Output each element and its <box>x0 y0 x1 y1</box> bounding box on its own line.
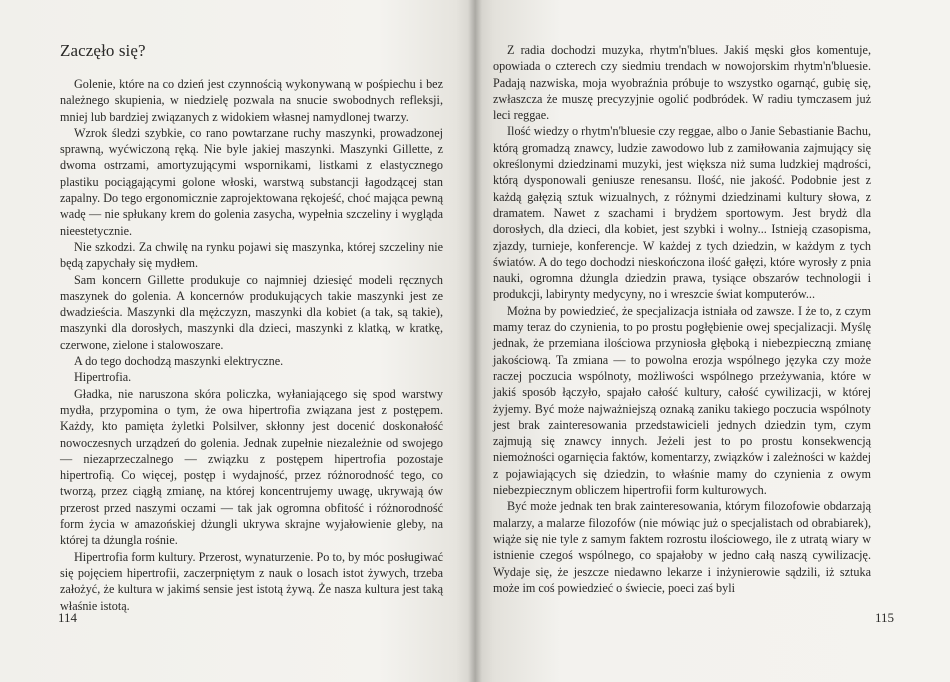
page-number-left: 114 <box>58 610 78 625</box>
right-text-block <box>493 42 871 596</box>
paragraph: Wzrok śledzi szybkie, co rano powtarzane ruchy maszynki, prowadzonej sprawną, wyćwiczoną ręką. Nie byle jakiej maszynki. Maszynki Gillette, z dwoma ostrzami, amortyzującymi wspornikami, listkami z elastycznego plastiku pociągającymi golone włoski, warstwą substancji łagodzącej stan zapalny. Do tego ergonomicznie zaprojektowana rękojeść, choć mająca pewną wadę — nie spłukany krem do golenia zasycha, wypełnia szczeliny i wygląda nieestetycznie. <box>60 125 443 238</box>
paragraph: Nie szkodzi. Za chwilę na rynku pojawi się maszynka, której szczeliny nie będą zapychały się mydłem. <box>60 239 443 271</box>
paragraph: Być może jednak ten brak zainteresowania, którym filozofowie obdarzają malarzy, a malarze filozofów (nie mówiąc już o specjalistach od obrabiarek), wiąże się nie tyle z samym faktem rozrostu ilościowego, ile z utratą wiary w istnienie czegoś wspólnego, co spajałoby w jedno całą naszą cywilizację. Wydaje się, że jeszcze niedawno lekarze i inżynierowie sądzili, iż sztuka może im coś powiedzieć o świecie, poeci zaś byli <box>493 499 871 595</box>
paragraph: Golenie, które na co dzień jest czynnością wykonywaną w pośpiechu i bez należnego skupienia, w niedzielę pozwala na snucie swobodnych refleksji, mniej lub bardziej związanych z widokiem własnej namydlonej twarzy. <box>60 77 443 124</box>
right-page <box>475 0 950 682</box>
paragraph: Hipertrofia. <box>74 370 132 385</box>
paragraph: A do tego dochodzą maszynki elektryczne. <box>74 354 284 369</box>
paragraph: Sam koncern Gillette produkuje co najmniej dziesięć modeli ręcznych maszynek do golenia. A koncernów produkujących takie maszynki jest ze dwadzieścia. Maszynki dla mężczyzn, maszynki dla kobiet (a tak, są takie), maszynki dla dorosłych, maszynki dla dzieci, maszynki z klatką, w kratkę, czerwone, zielone i stalowoszare. <box>60 272 443 352</box>
paragraph: Gładka, nie naruszona skóra policzka, wyłaniającego się spod warstwy mydła, przypomina o tym, że owa hipertrofia związana jest z postępem. Każdy, kto pamięta żyletki Polsilver, skłonny jest docenić doskonałość nowoczesnych urządzeń do golenia. Jednak zupełnie niezależnie od swojego — niezaprzeczalnego — związku z postępem hipertrofia pozostaje hipertrofią. Co więcej, postęp i wydajność, przez różnorodność tego, co tworzą, przez ciągłą zmianę, na której koncentrujemy uwagę, ukrywają ów przerost przed naszymi oczami — tak jak ogromna obfitość i różnorodność form życia w amazońskiej dżungli ukrywa skrajne wyjałowienie gleby, na której ta dżungla rośnie. <box>60 386 443 548</box>
paragraph: Z radia dochodzi muzyka, rhytm'n'blues. Jakiś męski głos komentuje, opowiada o czterech czy siedmiu trendach w nowojorskim rhytm'n'bluesie. Padają nazwiska, moja wyobraźnia próbuje to wszystko ogarnąć, gubię się, zwłaszcza że muszę precyzyjnie ogolić podbródek. W radiu tymczasem już leci reggae. <box>493 43 871 123</box>
left-text-block <box>60 40 443 614</box>
paragraph: Hipertrofia form kultury. Przerost, wynaturzenie. Po to, by móc posługiwać się pojęciem hipertrofii, zaczerpniętym z nauk o losach istot żywych, trzeba założyć, że kultura w jakimś sensie jest istotą żywą. Że nasza kultura jest taką właśnie istotą. <box>60 549 443 613</box>
page-number-right: 115 <box>874 610 894 625</box>
paragraph: Ilość wiedzy o rhytm'n'bluesie czy reggae, albo o Janie Sebastianie Bachu, którą gromadzą znawcy, ludzie zawodowo lub z zamiłowania zajmujący się określonymi dziedzinami muzyki, jest większa niż suma ludzkiej mądrości, którą dysponowali geniusze renesansu. Ilość, nie jakość. Podobnie jest z każdą gałęzią sztuk wizualnych, z różnymi dziedzinami kultury słowa, z dramatem. Nawet z szachami i brydżem sportowym. Jest brydż dla dorosłych, dla dzieci, dla kobiet, jest szybki i wolny... Istnieją czasopisma, zjazdy, turnieje, konferencje. W każdej z tych dziedzin, w każdym z tych światów. A do tego dochodzi nieskończona ilość gałęzi, które wyrosły z pnia nauki, ogromna dżungla dziedzin prawa, tysiące obszarów technologii i produkcji, labirynty medycyny, no i wreszcie świat komputerów... <box>493 124 871 302</box>
paragraph: Można by powiedzieć, że specjalizacja istniała od zawsze. I że to, z czym mamy teraz do czynienia, to po prostu pogłębienie owej specjalizacji. Myślę jednak, że przemiana ilościowa przyniosła głęboką i niebezpieczną zmianę jakościową. Ta zmiana — to powolna erozja wspólnego języka czy może raczej poczucia wspólnoty, możliwości wspólnego przeżywania, które w jakiś sposób łączyło, spajało całość kultury, całość cywilizacji, w której żyjemy. Być może najważniejszą oznaką zaniku takiego poczucia wspólnoty jest brak zainteresowania przedstawicieli jednych dziedzin tym, czym zajmują się znawcy innych. Jeżeli jest to po prostu konsekwencją niemożności ogarnięcia faktów, komentarzy, związków i zależności w każdej z pojawiających się dziedzin, to właśnie mamy do czynienia z owym niebezpiecznym obliczem hipertrofii form kulturowych. <box>493 303 871 498</box>
chapter-title: Zaczęło się? <box>60 41 146 60</box>
